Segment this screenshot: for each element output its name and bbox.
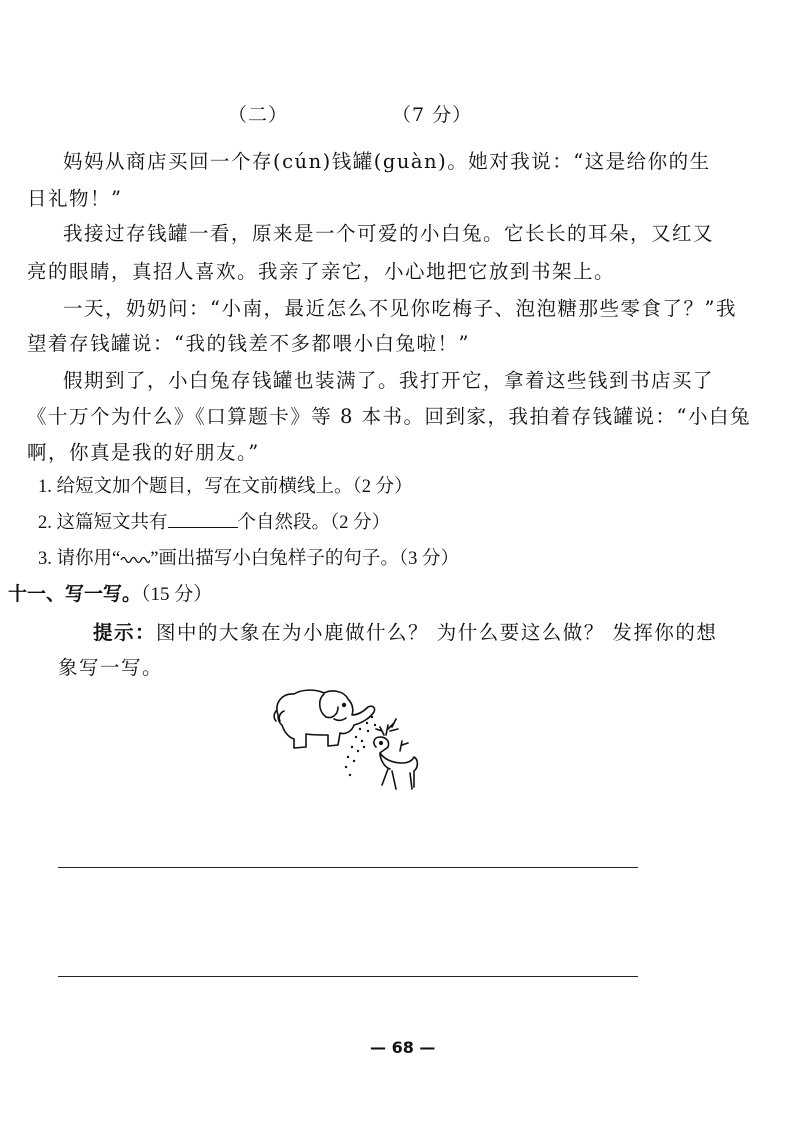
passage-score: （7 分）: [392, 104, 473, 126]
page-number: — 68 —: [370, 1038, 436, 1057]
writing-line-2[interactable]: [58, 976, 638, 977]
question-3: [38, 544, 459, 570]
question-2: [38, 508, 390, 534]
section-11-score: （15 分）: [141, 584, 213, 605]
question-2-text-after: 个自然段。（2 分）: [237, 513, 391, 533]
hint-text-1: 图中的大象在为小鹿做什么？ 为什么要这么做？ 发挥你的想: [156, 621, 718, 644]
section-11-title: 十一、写一写。: [8, 583, 142, 605]
passage-line-2: 日礼物！”: [27, 187, 123, 210]
question-1: 1. 给短文加个题目，写在文前横线上。（2 分）: [38, 477, 413, 497]
passage-line-6: 望着存钱罐说：“我的钱差不多都喂小白兔啦！”: [27, 332, 470, 355]
passage-line-4: 亮的眼睛，真招人喜欢。我亲了亲它，小心地把它放到书架上。: [27, 260, 616, 283]
passage-line-1: 妈妈从商店买回一个存(cún)钱罐(guàn)。她对我说：“这是给你的生: [63, 150, 711, 173]
hint-line-1: [93, 617, 717, 645]
elephant-icon: [277, 690, 375, 748]
question-2-text-before: 2. 这篇短文共有: [38, 513, 168, 533]
passage-line-5: 一天，奶奶问：“小南，最近怎么不见你吃梅子、泡泡糖那些零食了？”我: [63, 297, 737, 320]
section-11-heading: [8, 579, 212, 606]
writing-line-1[interactable]: [58, 867, 638, 868]
passage-line-9: 啊，你真是我的好朋友。”: [27, 441, 260, 464]
passage-line-8: 《十万个为什么》《口算题卡》等 8 本书。回到家，我拍着存钱罐说：“小白兔: [27, 405, 752, 428]
passage-line-3: 我接过存钱罐一看，原来是一个可爱的小白兔。它长长的耳朵，又红又: [63, 222, 715, 245]
question-3-text-after: ”画出描写小白兔样子的句子。（3 分）: [150, 549, 460, 569]
question-3-text-before: 3. 请你用“: [38, 549, 121, 569]
hint-line-2: 象写一写。: [58, 656, 164, 679]
paragraph-count-blank[interactable]: [168, 511, 238, 528]
passage-line-7: 假期到了，小白兔存钱罐也装满了。我打开它，拿着这些钱到书店买了: [63, 369, 715, 392]
passage-label: （二）: [228, 104, 289, 126]
hint-label: 提示：: [93, 621, 157, 644]
wavy-underline-icon: [120, 554, 150, 564]
elephant-and-deer-drawing: [272, 685, 434, 800]
